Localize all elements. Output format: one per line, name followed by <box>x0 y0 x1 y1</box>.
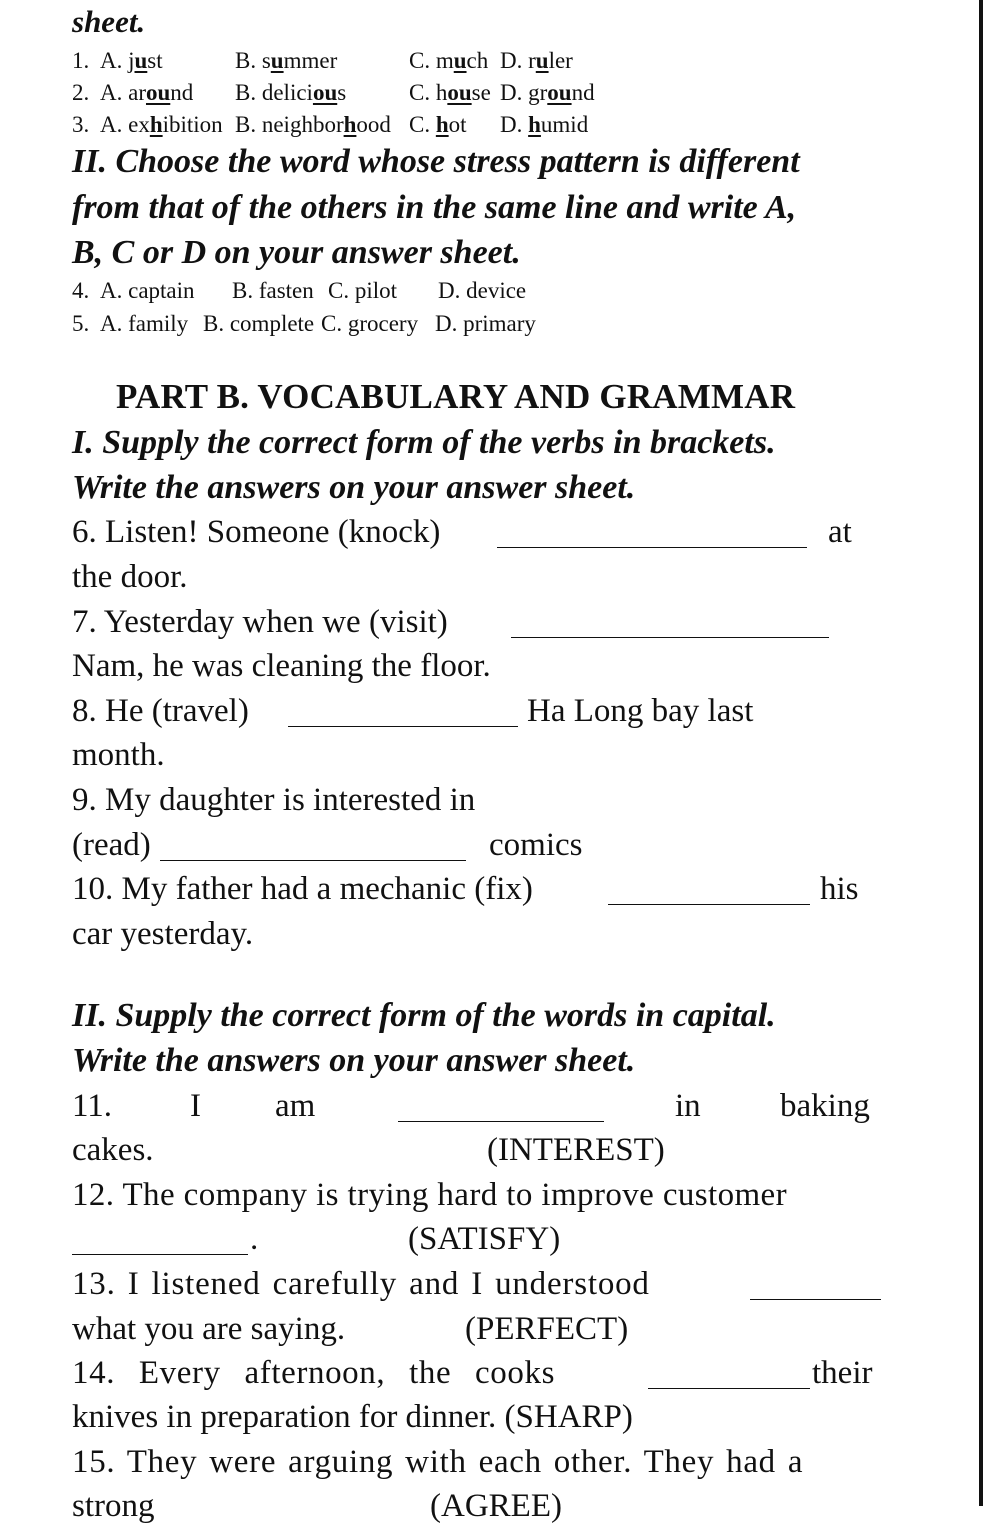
answer-blank[interactable] <box>160 860 466 861</box>
question-text: the door. <box>72 559 188 595</box>
answer-blank[interactable] <box>497 547 807 548</box>
question-text: 7. Yesterday when we (visit) <box>72 604 448 640</box>
question-text: comics <box>489 827 583 863</box>
answer-blank[interactable] <box>511 637 829 638</box>
option-c: C. house <box>409 80 491 105</box>
section-heading-line: II. Choose the word whose stress pattern is different <box>72 143 800 180</box>
answer-blank[interactable] <box>648 1388 810 1389</box>
answer-blank[interactable] <box>398 1121 604 1122</box>
page-edge <box>979 0 983 1506</box>
question-text: what you are saying. <box>72 1311 346 1347</box>
question-text: knives in preparation for dinner. (SHARP) <box>72 1399 633 1435</box>
question-text: strong <box>72 1488 155 1524</box>
option-a: A. just <box>100 48 163 73</box>
option-d: D. humid <box>500 112 589 137</box>
question-number: 11. <box>72 1088 113 1124</box>
section-heading-line: II. Supply the correct form of the words in capital. <box>72 997 776 1034</box>
section-heading-line: Write the answers on your answer sheet. <box>72 469 636 506</box>
answer-blank[interactable] <box>288 726 518 727</box>
option-b: B. delicious <box>235 80 347 105</box>
question-number: 5. <box>72 311 90 336</box>
question-text: at <box>828 514 852 550</box>
word-in-capital: (INTEREST) <box>487 1132 665 1168</box>
question-number: 3. <box>72 112 90 137</box>
word-in-capital: (PERFECT) <box>465 1311 629 1347</box>
question-text: . <box>250 1221 259 1257</box>
question-text: am <box>275 1088 316 1124</box>
question-text: 15. They were arguing with each other. They had a <box>72 1444 804 1480</box>
question-text: 13. I listened carefully and I understood <box>72 1266 650 1302</box>
word-in-capital: (AGREE) <box>430 1488 562 1524</box>
word-in-capital: (SATISFY) <box>408 1221 561 1257</box>
option-a: A. around <box>100 80 194 105</box>
option-c: C. pilot <box>328 278 398 303</box>
option-a: A. exhibition <box>100 112 223 137</box>
question-text: Ha Long bay last <box>527 693 754 729</box>
question-row <box>72 48 89 74</box>
option-b: B. neighborhood <box>235 112 391 137</box>
option-a: A. captain <box>100 278 195 303</box>
question-text: 8. He (travel) <box>72 693 249 729</box>
question-text: 6. Listen! Someone (knock) <box>72 514 441 550</box>
answer-blank[interactable] <box>750 1299 881 1300</box>
question-text: in <box>675 1088 701 1124</box>
question-text: his <box>820 871 859 907</box>
question-text: 10. My father had a mechanic (fix) <box>72 871 533 907</box>
option-b: B. summer <box>235 48 338 73</box>
question-text: their <box>812 1355 873 1391</box>
option-d: D. primary <box>435 311 536 336</box>
question-text: 12. The company is trying hard to improve customer <box>72 1177 787 1213</box>
section-heading-line: Write the answers on your answer sheet. <box>72 1042 636 1079</box>
question-text: cakes. <box>72 1132 154 1168</box>
option-b: B. fasten <box>232 278 314 303</box>
question-text: I <box>190 1088 201 1124</box>
question-number: 2. <box>72 80 90 105</box>
answer-blank[interactable] <box>72 1254 248 1255</box>
section-heading-line: from that of the others in the same line and write A, <box>72 189 797 226</box>
question-number: 1. <box>72 48 90 73</box>
section-heading-line: B, C or D on your answer sheet. <box>72 234 521 271</box>
question-text: month. <box>72 737 165 773</box>
question-text: 14. Every afternoon, the cooks <box>72 1355 556 1391</box>
top-word: sheet. <box>72 4 146 39</box>
option-c: C. grocery <box>321 311 419 336</box>
question-text: car yesterday. <box>72 916 254 952</box>
option-d: D. ground <box>500 80 595 105</box>
question-text: baking <box>780 1088 870 1124</box>
option-c: C. much <box>409 48 489 73</box>
option-c: C. hot <box>409 112 467 137</box>
option-b: B. complete <box>203 311 315 336</box>
section-heading-line: I. Supply the correct form of the verbs in brackets. <box>72 424 776 461</box>
option-a: A. family <box>100 311 189 336</box>
option-d: D. ruler <box>500 48 573 73</box>
answer-blank[interactable] <box>608 904 810 905</box>
question-text: (read) <box>72 827 151 863</box>
option-d: D. device <box>438 278 527 303</box>
question-text: 9. My daughter is interested in <box>72 782 476 818</box>
question-text: Nam, he was cleaning the floor. <box>72 648 491 684</box>
part-title: PART B. VOCABULARY AND GRAMMAR <box>116 377 796 416</box>
question-number: 4. <box>72 278 90 303</box>
